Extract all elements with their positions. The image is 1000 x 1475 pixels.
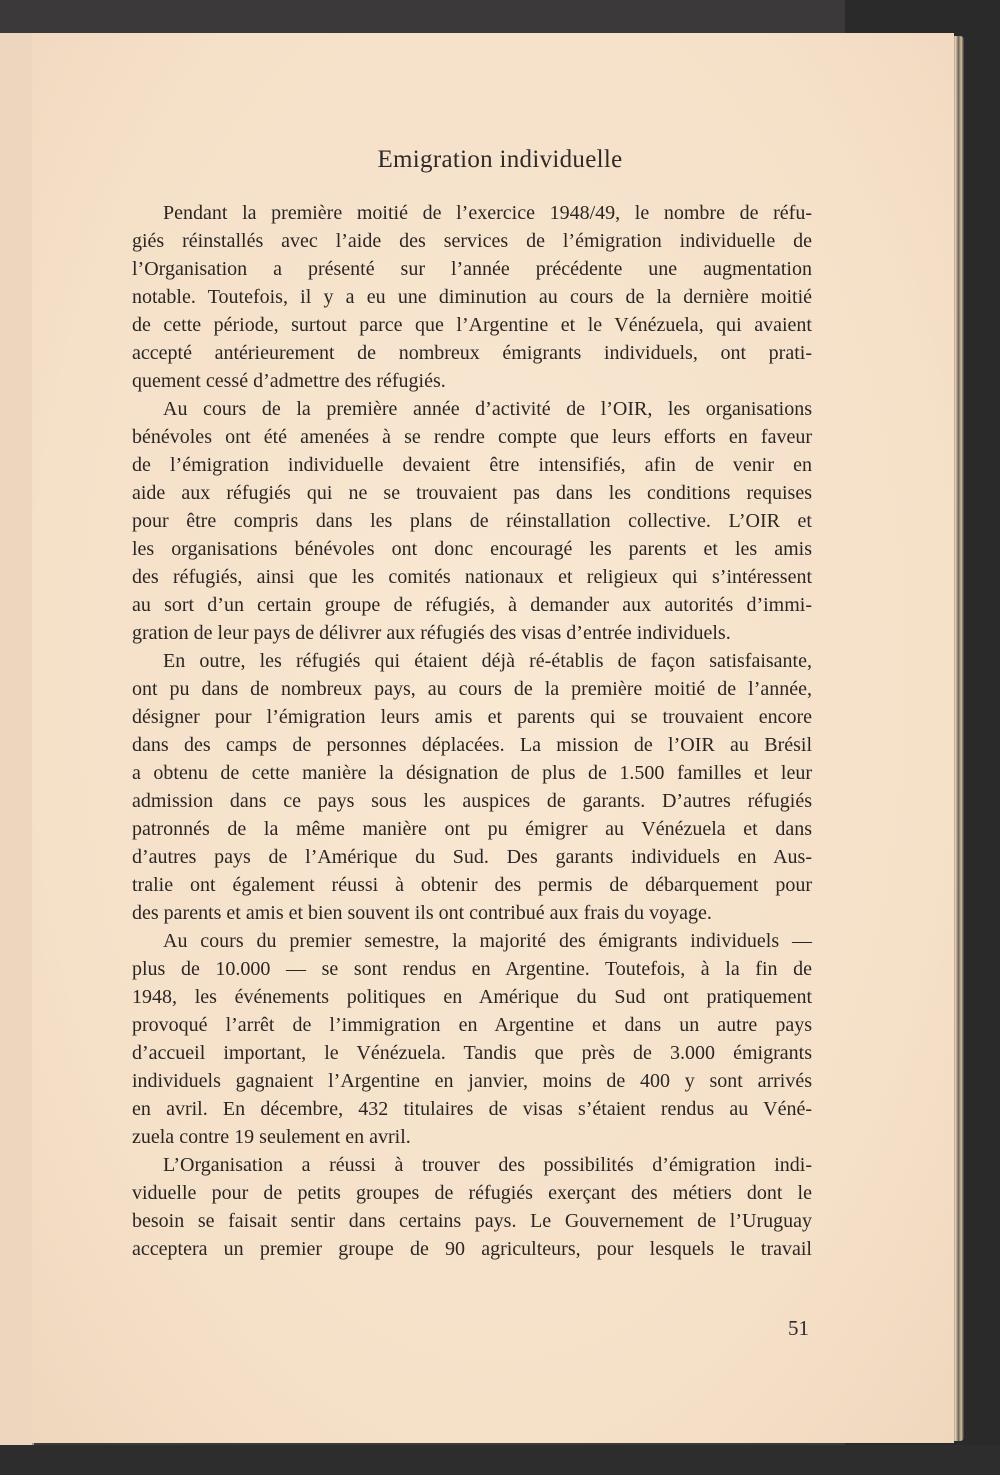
text-line: de cette période, surtout parce que l’Argentine et le Vénézuela, qui avaient — [132, 314, 812, 336]
text-line: désigner pour l’émigration leurs amis et parents qui se trouvaient encore — [132, 706, 812, 728]
text-line: plus de 10.000 — se sont rendus en Argentine. Toutefois, à la fin de — [132, 958, 812, 980]
text-line: des parents et amis et bien souvent ils ont contribué aux frais du voyage. — [132, 902, 712, 924]
text-line: notable. Toutefois, il y a eu une diminution au cours de la dernière moitié — [132, 286, 812, 308]
text-line: zuela contre 19 seulement en avril. — [132, 1126, 411, 1148]
text-line: l’Organisation a présenté sur l’année précédente une augmentation — [132, 258, 812, 280]
text-line: tralie ont également réussi à obtenir des permis de débarquement pour — [132, 874, 812, 896]
text-line: quement cessé d’admettre des réfugiés. — [132, 370, 446, 392]
previous-page-edge — [0, 33, 34, 1445]
paragraph — [132, 395, 812, 647]
text-line: d’autres pays de l’Amérique du Sud. Des garants individuels en Aus- — [132, 846, 812, 868]
text-line: dans des camps de personnes déplacées. La mission de l’OIR au Brésil — [132, 734, 812, 756]
text-line: aide aux réfugiés qui ne se trouvaient pas dans les conditions requises — [132, 482, 812, 504]
section-title: Emigration individuelle — [377, 146, 623, 173]
text-line: giés réinstallés avec l’aide des services de l’émigration individuelle de — [132, 230, 812, 252]
text-line: des réfugiés, ainsi que les comités nationaux et religieux qui s’intéressent — [132, 566, 812, 588]
text-line: ont pu dans de nombreux pays, au cours de la première moitié de l’année, — [132, 678, 812, 700]
text-line: 1948, les événements politiques en Amérique du Sud ont pratiquement — [132, 986, 812, 1008]
body-text — [132, 199, 812, 1263]
text-line: au sort d’un certain groupe de réfugiés, à demander aux autorités d’immi- — [132, 594, 812, 616]
text-line: admission dans ce pays sous les auspices de garants. D’autres réfugiés — [132, 790, 812, 812]
text-line: patronnés de la même manière ont pu émigrer au Vénézuela et dans — [132, 818, 812, 840]
page-number: 51 — [788, 1316, 809, 1340]
text-line: gration de leur pays de délivrer aux réfugiés des visas d’entrée individuels. — [132, 622, 731, 644]
text-line: L’Organisation a réussi à trouver des possibilités d’émigration indi- — [163, 1154, 812, 1176]
text-line: acceptera un premier groupe de 90 agriculteurs, pour lesquels le travail — [132, 1238, 812, 1260]
text-line: Au cours de la première année d’activité de l’OIR, les organisations — [163, 398, 812, 420]
text-line: d’accueil important, le Vénézuela. Tandis que près de 3.000 émigrants — [132, 1042, 812, 1064]
text-line: en avril. En décembre, 432 titulaires de visas s’étaient rendus au Véné- — [132, 1098, 812, 1120]
text-line: accepté antérieurement de nombreux émigrants individuels, ont prati- — [132, 342, 812, 364]
text-line: provoqué l’arrêt de l’immigration en Argentine et dans un autre pays — [132, 1014, 812, 1036]
paragraph — [132, 927, 812, 1151]
text-line: a obtenu de cette manière la désignation de plus de 1.500 familles et leur — [132, 762, 812, 784]
text-line: les organisations bénévoles ont donc encouragé les parents et les amis — [132, 538, 812, 560]
text-line: de l’émigration individuelle devaient être intensifiés, afin de venir en — [132, 454, 812, 476]
text-line: bénévoles ont été amenées à se rendre compte que leurs efforts en faveur — [132, 426, 812, 448]
text-line: Au cours du premier semestre, la majorité des émigrants individuels — — [163, 930, 812, 952]
text-line: besoin se faisait sentir dans certains pays. Le Gouvernement de l’Uruguay — [132, 1210, 812, 1232]
text-line: pour être compris dans les plans de réinstallation collective. L’OIR et — [132, 510, 812, 532]
paragraph — [132, 199, 812, 395]
text-line: viduelle pour de petits groupes de réfugiés exerçant des métiers dont le — [132, 1182, 812, 1204]
text-line: Pendant la première moitié de l’exercice 1948/49, le nombre de réfu- — [163, 202, 812, 224]
paragraph — [132, 647, 812, 927]
scanner-background-bottom — [0, 1445, 1000, 1475]
text-line: individuels gagnaient l’Argentine en janvier, moins de 400 y sont arrivés — [132, 1070, 812, 1092]
paragraph — [132, 1151, 812, 1263]
text-line: En outre, les réfugiés qui étaient déjà ré-établis de façon satisfaisante, — [163, 650, 812, 672]
